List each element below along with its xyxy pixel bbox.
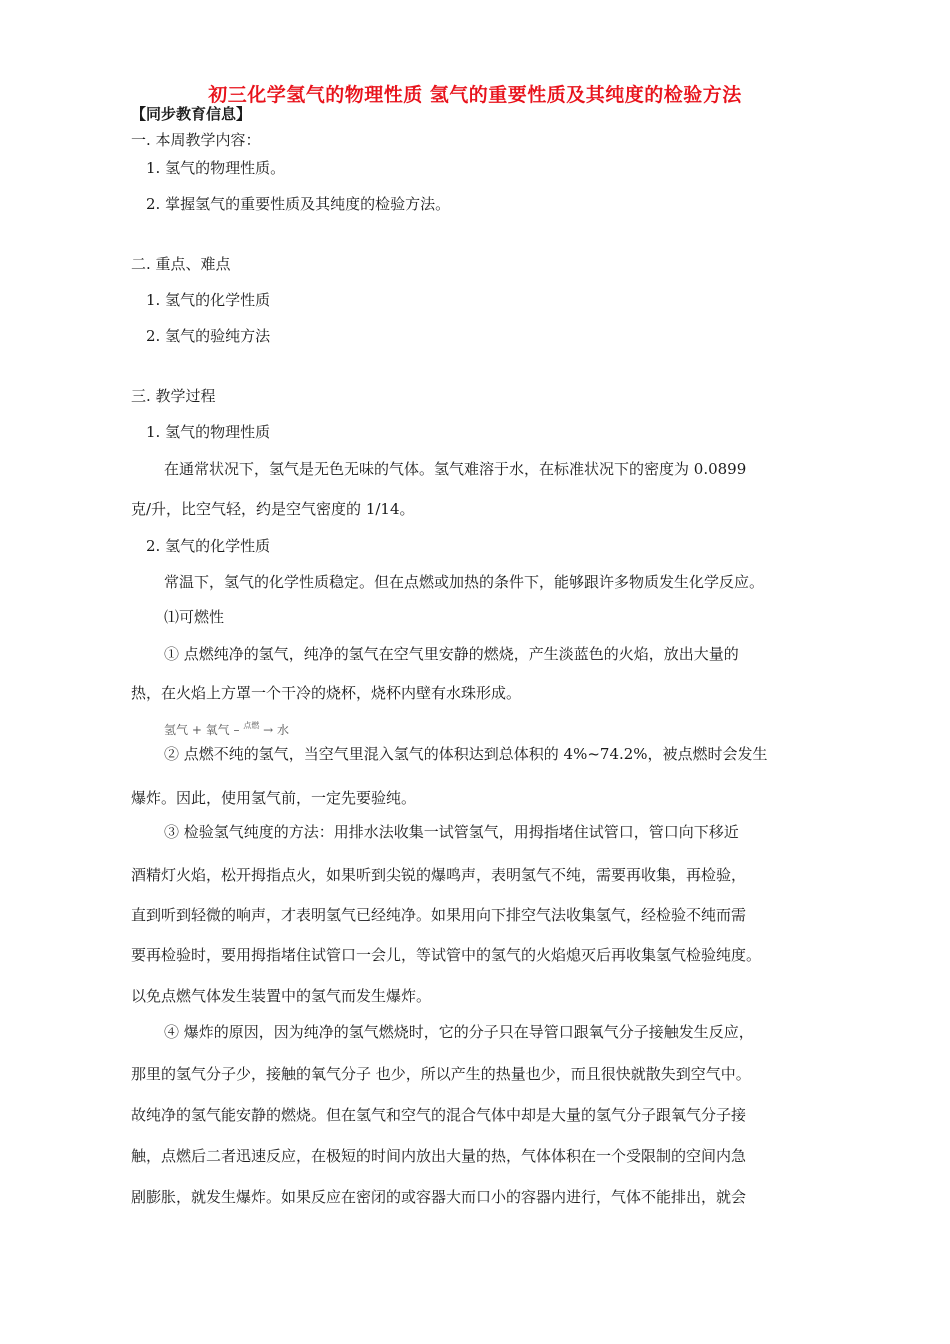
subheading-physical: 1. 氢气的物理性质	[146, 423, 271, 441]
reaction-equation	[164, 720, 289, 742]
item-3-line3: 直到听到轻微的响声，才表明氢气已经纯净。如果用向下排空气法收集氢气，经检验不纯而需	[131, 906, 747, 924]
equation-condition: 点燃	[243, 721, 260, 730]
paragraph-physical-line2: 克/升，比空气轻，约是空气密度的 1/14。	[131, 500, 415, 518]
item-2-line2: 爆炸。因此，使用氢气前，一定先要验纯。	[131, 789, 417, 807]
equation-product: → 水	[263, 723, 290, 737]
section2-item-1: 1. 氢气的化学性质	[146, 291, 271, 309]
item-3-line4: 要再检验时，要用拇指堵住试管口一会儿，等试管中的氢气的火焰熄灭后再收集氢气检验纯度。	[131, 946, 762, 964]
item-3-line1: ③ 检验氢气纯度的方法：用排水法收集一试管氢气，用拇指堵住试管口，管口向下移近	[164, 823, 739, 841]
item-2-line1: ② 点燃不纯的氢气，当空气里混入氢气的体积达到总体积的 4%~74.2%，被点燃时会发生	[164, 745, 768, 763]
equation-reactants: 氢气 + 氧气 –	[164, 723, 240, 737]
section2-item-2: 2. 氢气的验纯方法	[146, 327, 271, 345]
section1-item-2: 2. 掌握氢气的重要性质及其纯度的检验方法。	[146, 195, 451, 213]
subheading-chemical: 2. 氢气的化学性质	[146, 537, 271, 555]
item-1-line2: 热，在火焰上方罩一个干冷的烧杯，烧杯内壁有水珠形成。	[131, 684, 522, 702]
item-4-line1: ④ 爆炸的原因，因为纯净的氢气燃烧时，它的分子只在导管口跟氧气分子接触发生反应，	[164, 1023, 754, 1041]
item-4-line5: 剧膨胀，就发生爆炸。如果反应在密闭的或容器大而口小的容器内进行，气体不能排出，就会	[131, 1188, 747, 1206]
item-1-line1: ① 点燃纯净的氢气，纯净的氢气在空气里安静的燃烧，产生淡蓝色的火焰，放出大量的	[164, 645, 739, 663]
section3-heading: 三. 教学过程	[131, 387, 216, 405]
document-title: 初三化学氢气的物理性质 氢气的重要性质及其纯度的检验方法	[208, 84, 742, 106]
section-header: 【同步教育信息】	[131, 105, 252, 123]
paragraph-physical-line1: 在通常状况下，氢气是无色无味的气体。氢气难溶于水，在标准状况下的密度为 0.0899	[164, 460, 747, 478]
paragraph-chemical: 常温下，氢气的化学性质稳定。但在点燃或加热的条件下，能够跟许多物质发生化学反应。	[164, 573, 765, 591]
item-3-line2: 酒精灯火焰，松开拇指点火，如果听到尖锐的爆鸣声，表明氢气不纯，需要再收集，再检验，	[131, 866, 747, 884]
item-3-line5: 以免点燃气体发生装置中的氢气而发生爆炸。	[131, 987, 432, 1005]
section2-heading: 二. 重点、难点	[131, 255, 231, 273]
item-4-line2: 那里的氢气分子少，接触的氧气分子 也少，所以产生的热量也少，而且很快就散失到空气中。	[131, 1065, 751, 1083]
item-4-line3: 故纯净的氢气能安静的燃烧。但在氢气和空气的混合气体中却是大量的氢气分子跟氧气分子接	[131, 1106, 747, 1124]
paragraph-flammability: ⑴可燃性	[164, 608, 225, 626]
section1-heading: 一. 本周教学内容：	[131, 131, 261, 149]
item-4-line4: 触，点燃后二者迅速反应，在极短的时间内放出大量的热，气体体积在一个受限制的空间内急	[131, 1147, 747, 1165]
section1-item-1: 1. 氢气的物理性质。	[146, 159, 286, 177]
